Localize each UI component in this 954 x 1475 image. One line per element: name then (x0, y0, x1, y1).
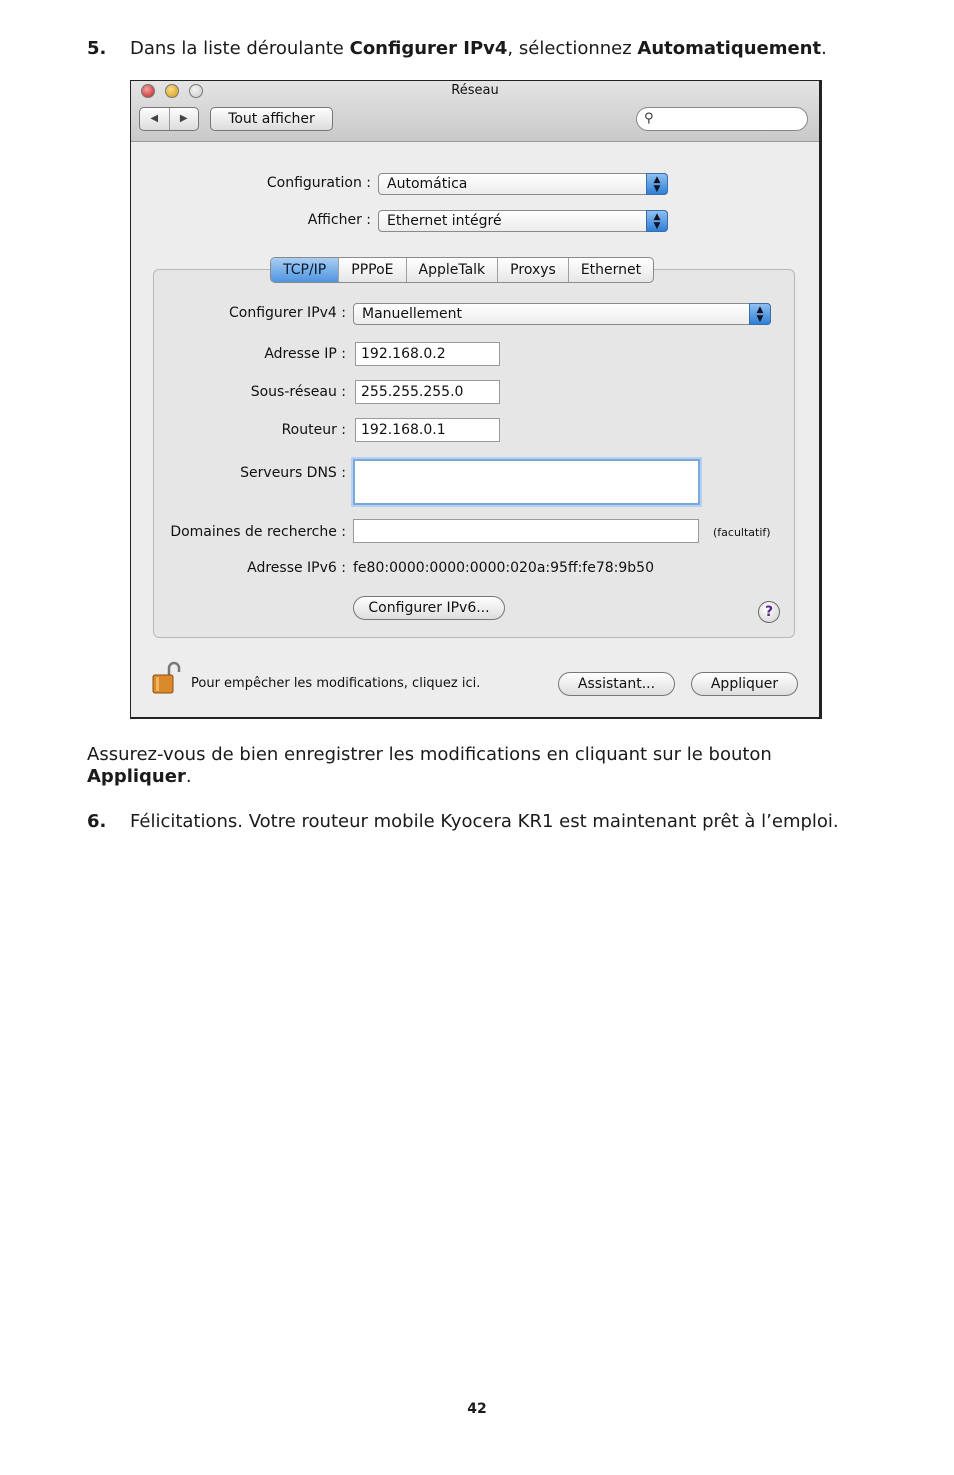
dns-field[interactable] (353, 459, 700, 505)
tab-ethernet[interactable]: Ethernet (580, 262, 642, 278)
tab-proxys[interactable]: Proxys (498, 258, 569, 282)
tab-pppoe[interactable]: PPPoE (339, 258, 406, 282)
afficher-label: Afficher : (307, 212, 371, 228)
ipv4-select[interactable] (353, 303, 771, 325)
ip-address-field[interactable]: 192.168.0.2 (355, 342, 500, 366)
ipv4-label: Configurer IPv4 : (229, 305, 346, 321)
dns-label: Serveurs DNS : (240, 465, 346, 481)
step-text-part: Dans la liste déroulante (130, 38, 350, 59)
search-domains-field[interactable] (353, 519, 699, 543)
step-text-part: , sélectionnez (507, 38, 638, 59)
tab-bar (270, 257, 654, 283)
help-button[interactable]: ? (758, 601, 780, 623)
chevron-updown-icon: ▲ ▼ (749, 303, 771, 325)
step-text: Félicitations. Votre routeur mobile Kyocera KR1 est maintenant prêt à l’emploi. (130, 811, 839, 832)
assistant-button[interactable]: Assistant... (558, 672, 675, 696)
back-icon[interactable]: ◀ (140, 108, 170, 130)
step-bold-configurer: Configurer IPv4 (349, 38, 508, 59)
paragraph-end: . (185, 766, 192, 787)
paragraph-text: Assurez-vous de bien enregistrer les modifications en cliquant sur le bouton (87, 744, 772, 765)
router-label: Routeur : (281, 422, 346, 438)
configuration-label: Configuration : (266, 175, 371, 191)
chevron-updown-icon: ▲ ▼ (646, 210, 668, 232)
search-input[interactable] (636, 107, 808, 131)
network-preferences-window (130, 80, 822, 719)
forward-icon[interactable]: ▶ (179, 113, 188, 124)
ipv4-value: Manuellement (362, 306, 463, 322)
lock-text: Pour empêcher les modifications, cliquez ici. (191, 676, 481, 691)
apply-button[interactable]: Appliquer (691, 672, 798, 696)
step-bold-automatiquement: Automatiquement (637, 38, 822, 59)
search-domains-label: Domaines de recherche : (170, 524, 346, 540)
configure-ipv6-button[interactable]: Configurer IPv6... (353, 596, 505, 620)
instruction-paragraph (87, 744, 807, 788)
ipv6-address: fe80:0000:0000:0000:020a:95ff:fe78:9b50 (353, 560, 654, 576)
subnet-field[interactable]: 255.255.255.0 (355, 380, 500, 404)
paragraph-bold-appliquer: Appliquer (87, 766, 186, 787)
configuration-select[interactable] (378, 173, 668, 195)
step-text (130, 38, 827, 59)
search-icon: ⚲ (644, 111, 654, 126)
lock-icon[interactable] (151, 661, 181, 695)
tab-appletalk[interactable]: AppleTalk (407, 258, 499, 282)
configuration-value: Automática (387, 176, 468, 192)
step-number: 5. (87, 38, 107, 59)
step-number: 6. (87, 811, 107, 832)
ipv6-label: Adresse IPv6 : (247, 560, 346, 576)
nav-buttons (139, 107, 199, 131)
afficher-value: Ethernet intégré (387, 213, 502, 229)
page-number: 42 (467, 1401, 487, 1417)
optional-note: (facultatif) (713, 526, 771, 539)
tab-tcpip[interactable]: TCP/IP (271, 258, 339, 282)
window-title: Réseau (451, 83, 499, 98)
title-bar (131, 81, 819, 142)
router-field[interactable]: 192.168.0.1 (355, 418, 500, 442)
chevron-updown-icon: ▲ ▼ (646, 173, 668, 195)
ip-address-label: Adresse IP : (264, 346, 346, 362)
afficher-select[interactable] (378, 210, 668, 232)
step-text-part: . (821, 38, 827, 59)
show-all-button[interactable]: Tout afficher (210, 107, 333, 131)
subnet-label: Sous-réseau : (250, 384, 346, 400)
